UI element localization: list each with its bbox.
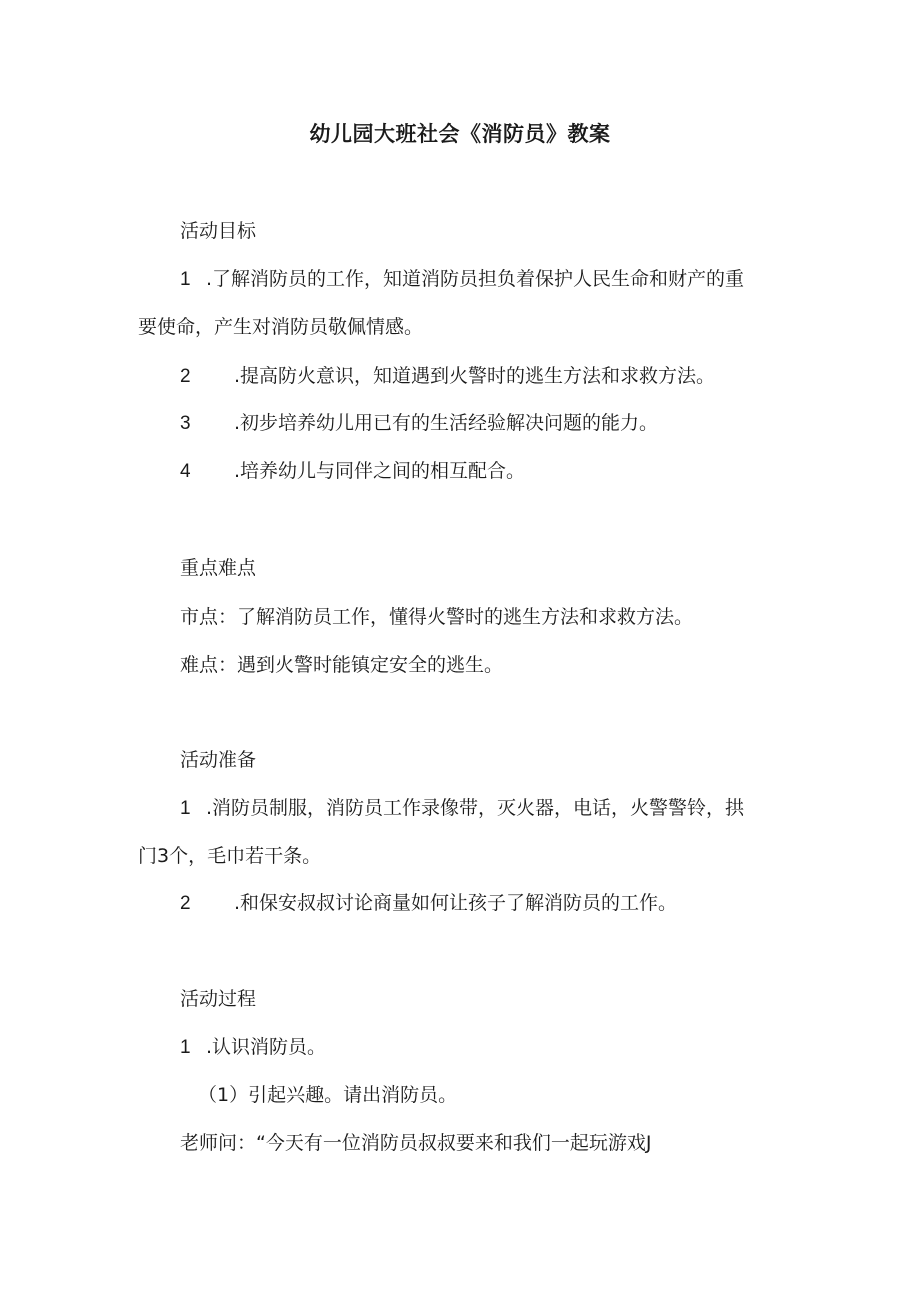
prep-item-1-line-2: 门3个，毛巾若干条。 bbox=[138, 845, 322, 867]
goal-item-2 bbox=[180, 363, 715, 390]
process-step-1-number: 1 bbox=[180, 1037, 191, 1058]
goal-item-1-text: .了解消防员的工作，知道消防员担负着保护人民生命和财产的重 bbox=[206, 268, 745, 290]
prep-item-1-text: .消防员制服，消防员工作录像带，灭火器，电话，火警警铃，拱 bbox=[206, 797, 745, 819]
goal-item-1-number: 1 bbox=[180, 269, 191, 290]
keypoint-difficulty: 难点：遇到火警时能镇定安全的逃生。 bbox=[180, 654, 504, 676]
goal-item-3-number: 3 bbox=[180, 413, 191, 434]
goal-item-4 bbox=[180, 458, 525, 485]
section-heading-keypoints: 重点难点 bbox=[180, 557, 257, 579]
process-substep-1: （1）引起兴趣。请出消防员。 bbox=[198, 1084, 458, 1106]
process-step-1 bbox=[180, 1034, 326, 1061]
goal-item-2-text: .提高防火意识，知道遇到火警时的逃生方法和求救方法。 bbox=[234, 365, 716, 387]
goal-item-1-line-1 bbox=[180, 266, 744, 293]
goal-item-3 bbox=[180, 410, 658, 437]
goal-item-2-number: 2 bbox=[180, 366, 191, 387]
prep-item-1-number: 1 bbox=[180, 798, 191, 819]
section-heading-process: 活动过程 bbox=[180, 988, 257, 1010]
section-heading-prep: 活动准备 bbox=[180, 749, 257, 771]
goal-item-4-number: 4 bbox=[180, 461, 191, 482]
keypoint-focus: 市点：了解消防员工作，懂得火警时的逃生方法和求救方法。 bbox=[180, 606, 694, 628]
section-heading-goals: 活动目标 bbox=[180, 220, 257, 242]
document-title: 幼儿园大班社会《消防员》教案 bbox=[309, 122, 611, 146]
goal-item-1-line-2: 要使命，产生对消防员敬佩情感。 bbox=[138, 316, 424, 338]
prep-item-2 bbox=[180, 890, 677, 917]
process-step-1-text: .认识消防员。 bbox=[206, 1036, 327, 1058]
prep-item-1-line-1 bbox=[180, 795, 744, 822]
prep-item-2-number: 2 bbox=[180, 893, 191, 914]
process-teacher-question: 老师问：“今天有一位消防员叔叔要来和我们一起玩游戏J bbox=[180, 1132, 652, 1154]
prep-item-2-text: .和保安叔叔讨论商量如何让孩子了解消防员的工作。 bbox=[234, 892, 678, 914]
goal-item-4-text: .培养幼儿与同伴之间的相互配合。 bbox=[234, 460, 526, 482]
goal-item-3-text: .初步培养幼儿用已有的生活经验解决问题的能力。 bbox=[234, 412, 659, 434]
